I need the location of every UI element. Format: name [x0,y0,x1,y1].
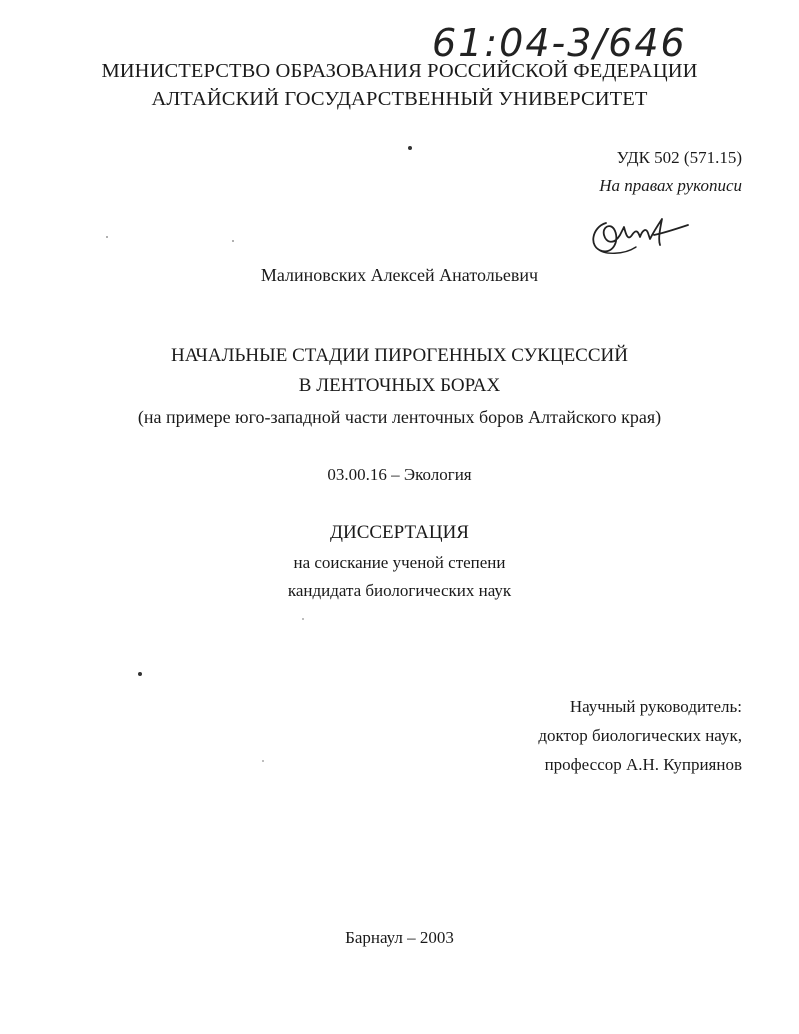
city-year: Барнаул – 2003 [345,928,454,947]
author-name: Малиновских Алексей Анатольевич [260,265,539,285]
degree-purpose: на соискание ученой степени [293,553,506,572]
scan-speck [262,760,264,762]
university-heading: АЛТАЙСКИЙ ГОСУДАРСТВЕННЫЙ УНИВЕРСИТЕТ [151,88,648,110]
degree-name: кандидата биологических наук [287,581,512,600]
scan-speck [302,618,304,620]
advisor-role: Научный руководитель: [569,697,742,716]
scan-speck [408,146,412,150]
signature-icon [584,205,694,260]
manuscript-rights: На правах рукописи [599,176,742,195]
ministry-heading: МИНИСТЕРСТВО ОБРАЗОВАНИЯ РОССИЙСКОЙ ФЕДЕРАЦИИ [101,60,698,82]
udk-code: УДК 502 (571.15) [616,148,742,167]
svg-text:61:04-3/646: 61:04-3/646 [432,21,687,64]
specialty-code: 03.00.16 – Экология [327,465,472,484]
title-line-2: В ЛЕНТОЧНЫХ БОРАХ [298,375,501,396]
archive-number-handwritten [430,14,690,64]
advisor-degree: доктор биологических наук, [538,726,742,745]
scan-speck [138,672,142,676]
dissertation-heading: ДИССЕРТАЦИЯ [330,522,469,543]
scan-speck [106,236,108,238]
scan-speck [232,240,234,242]
title-line-1: НАЧАЛЬНЫЕ СТАДИИ ПИРОГЕННЫХ СУКЦЕССИЙ [171,345,628,366]
advisor-name: профессор А.Н. Куприянов [544,755,742,774]
title-subtitle: (на примере юго-западной части ленточных боров Алтайского края) [137,407,662,427]
